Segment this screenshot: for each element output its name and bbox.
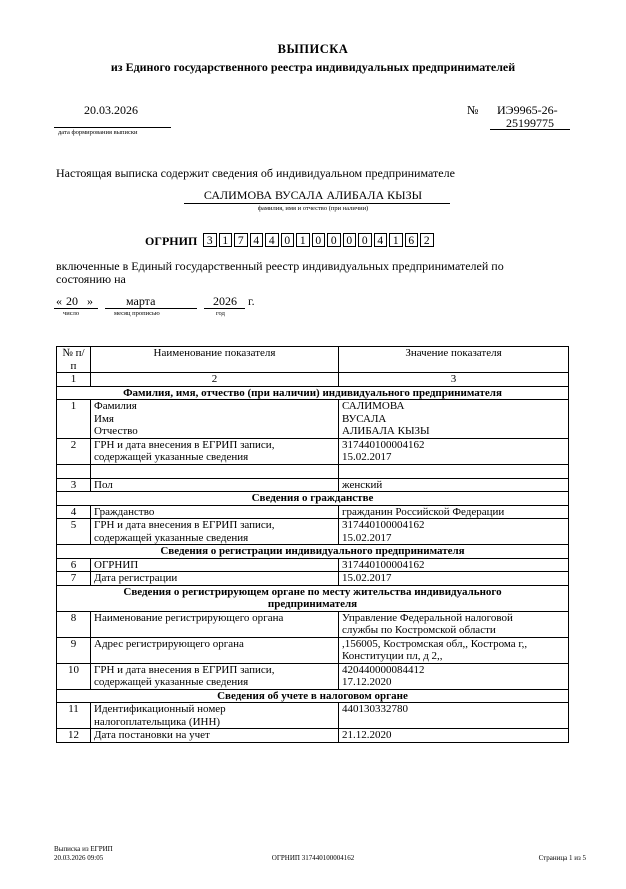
included-text-line2: состоянию на: [56, 272, 126, 286]
ogrnip-digit: 1: [389, 233, 403, 247]
row-name: Идентификационный номер налогоплательщика (ИНН): [91, 703, 339, 729]
row-value: 21.12.2020: [339, 729, 569, 743]
footer-center: ОГРНИП 317440100004162: [271, 854, 355, 862]
extract-number-line1: ИЭ9965-26-: [497, 103, 558, 117]
ogrnip-digit: 0: [358, 233, 372, 247]
row-num: 1: [57, 400, 91, 439]
ogrnip-digit: 6: [405, 233, 419, 247]
table-spacer-row: [57, 464, 569, 478]
row-name: Адрес регистрирующего органа: [91, 637, 339, 663]
document-title: ВЫПИСКА: [277, 42, 349, 56]
entrepreneur-name: САЛИМОВА ВУСАЛА АЛИБАЛА КЫЗЫ: [203, 188, 423, 202]
row-value: Управление Федеральной налоговой службы по Костромской области: [339, 611, 569, 637]
document-subtitle: из Единого государственного реестра индивидуальных предпринимателей: [110, 60, 516, 74]
row-num: 8: [57, 611, 91, 637]
row-name: Дата постановки на учет: [91, 729, 339, 743]
row-name: Фамилия Имя Отчество: [91, 400, 339, 439]
extract-number-underline: [490, 129, 570, 130]
table-row: [57, 663, 569, 689]
table-row: [57, 478, 569, 492]
state-date-year: 2026: [213, 294, 237, 308]
section-row-name: [57, 386, 569, 400]
section-title: Сведения о регистрирующем органе по месту жительства индивидуального предпринимателя: [57, 585, 569, 611]
ogrnip-digit: 7: [234, 233, 248, 247]
section-title: Сведения о гражданстве: [57, 492, 569, 506]
row-value: гражданин Российской Федерации: [339, 505, 569, 519]
section-title: Сведения об учете в налоговом органе: [57, 689, 569, 703]
table-row: [57, 572, 569, 586]
state-date-day: 20: [66, 294, 78, 308]
row-name: ОГРНИП: [91, 558, 339, 572]
row-name: Наименование регистрирующего органа: [91, 611, 339, 637]
header-name: Наименование показателя: [91, 347, 339, 373]
footer-page-number: Страница 1 из 5: [538, 854, 586, 862]
row-value: 317440100004162 15.02.2017: [339, 519, 569, 545]
row-num: 6: [57, 558, 91, 572]
section-row-registering-authority: [57, 585, 569, 611]
header-index-num: 1: [57, 373, 91, 387]
header-value: Значение показателя: [339, 347, 569, 373]
row-value: 317440100004162: [339, 558, 569, 572]
state-date-close-quote: »: [87, 294, 93, 308]
table-header-row: [57, 347, 569, 373]
header-index-value: 3: [339, 373, 569, 387]
extract-table: [56, 346, 569, 743]
ogrnip-digit: 0: [327, 233, 341, 247]
state-date-year-caption: год: [216, 310, 225, 317]
row-value: 420440000084412 17.12.2020: [339, 663, 569, 689]
section-row-registration: [57, 545, 569, 559]
table-row: [57, 519, 569, 545]
row-value: 440130332780: [339, 703, 569, 729]
state-date-month-underline: [105, 308, 197, 309]
row-num: 5: [57, 519, 91, 545]
table-row: [57, 611, 569, 637]
state-date-open-quote: «: [56, 294, 62, 308]
ogrnip-digit: 2: [420, 233, 434, 247]
intro-text: Настоящая выписка содержит сведения об индивидуальном предпринимателе: [56, 166, 455, 180]
ogrnip-digit: 0: [312, 233, 326, 247]
ogrnip-label: ОГРНИП: [145, 234, 198, 248]
state-date-month-caption: месяц прописью: [114, 310, 160, 317]
row-name: ГРН и дата внесения в ЕГРИП записи, содержащей указанные сведения: [91, 663, 339, 689]
row-num: 3: [57, 478, 91, 492]
extract-number-line2: 25199775: [506, 116, 554, 130]
row-name: ГРН и дата внесения в ЕГРИП записи, содержащей указанные сведения: [91, 519, 339, 545]
ogrnip-digit: 4: [265, 233, 279, 247]
row-num: 12: [57, 729, 91, 743]
table-row: [57, 729, 569, 743]
formation-date-caption: дата формирования выписки: [58, 129, 138, 136]
entrepreneur-name-caption: фамилия, имя и отчество (при наличии): [257, 205, 369, 212]
footer-left-line2: 20.03.2026 09:05: [54, 854, 104, 862]
table-row: [57, 703, 569, 729]
row-num: 4: [57, 505, 91, 519]
header-index-name: 2: [91, 373, 339, 387]
state-date-year-suffix: г.: [248, 294, 255, 308]
state-date-month: марта: [126, 294, 156, 308]
row-value: ,156005, Костромская обл,, Кострома г,, Конституции пл, д 2,,: [339, 637, 569, 663]
row-num: 9: [57, 637, 91, 663]
row-num: 10: [57, 663, 91, 689]
ogrnip-digit: 1: [219, 233, 233, 247]
table-row: [57, 558, 569, 572]
row-name: Дата регистрации: [91, 572, 339, 586]
row-name: Гражданство: [91, 505, 339, 519]
row-num: 2: [57, 438, 91, 464]
row-name: Пол: [91, 478, 339, 492]
section-title: Фамилия, имя, отчество (при наличии) индивидуального предпринимателя: [57, 386, 569, 400]
section-row-tax-registration: [57, 689, 569, 703]
footer-left-line1: Выписка из ЕГРИП: [54, 845, 113, 853]
number-sign: №: [467, 103, 479, 117]
table-row: [57, 438, 569, 464]
state-date-year-underline: [204, 308, 245, 309]
header-num: № п/п: [57, 347, 91, 373]
formation-date-underline: [54, 127, 171, 128]
row-num: 11: [57, 703, 91, 729]
state-date-day-caption: число: [63, 310, 80, 317]
formation-date: 20.03.2026: [84, 103, 138, 117]
row-name: ГРН и дата внесения в ЕГРИП записи, содержащей указанные сведения: [91, 438, 339, 464]
table-row: [57, 400, 569, 439]
ogrnip-digit: 0: [343, 233, 357, 247]
ogrnip-digit: 1: [296, 233, 310, 247]
table-row: [57, 505, 569, 519]
ogrnip-digit: 0: [281, 233, 295, 247]
table-row: [57, 637, 569, 663]
section-title: Сведения о регистрации индивидуального предпринимателя: [57, 545, 569, 559]
row-value: САЛИМОВА ВУСАЛА АЛИБАЛА КЫЗЫ: [339, 400, 569, 439]
row-value: 317440100004162 15.02.2017: [339, 438, 569, 464]
ogrnip-digit: 3: [203, 233, 217, 247]
ogrnip-digit: 4: [250, 233, 264, 247]
ogrnip-digit: 4: [374, 233, 388, 247]
ogrnip-digit-boxes: [203, 233, 436, 247]
state-date-day-underline: [54, 308, 98, 309]
entrepreneur-name-underline: [184, 203, 450, 204]
row-value: 15.02.2017: [339, 572, 569, 586]
section-row-citizenship: [57, 492, 569, 506]
row-num: 7: [57, 572, 91, 586]
row-value: женский: [339, 478, 569, 492]
included-text-line1: включенные в Единый государственный реестр индивидуальных предпринимателей по: [56, 259, 504, 273]
table-header-index-row: [57, 373, 569, 387]
